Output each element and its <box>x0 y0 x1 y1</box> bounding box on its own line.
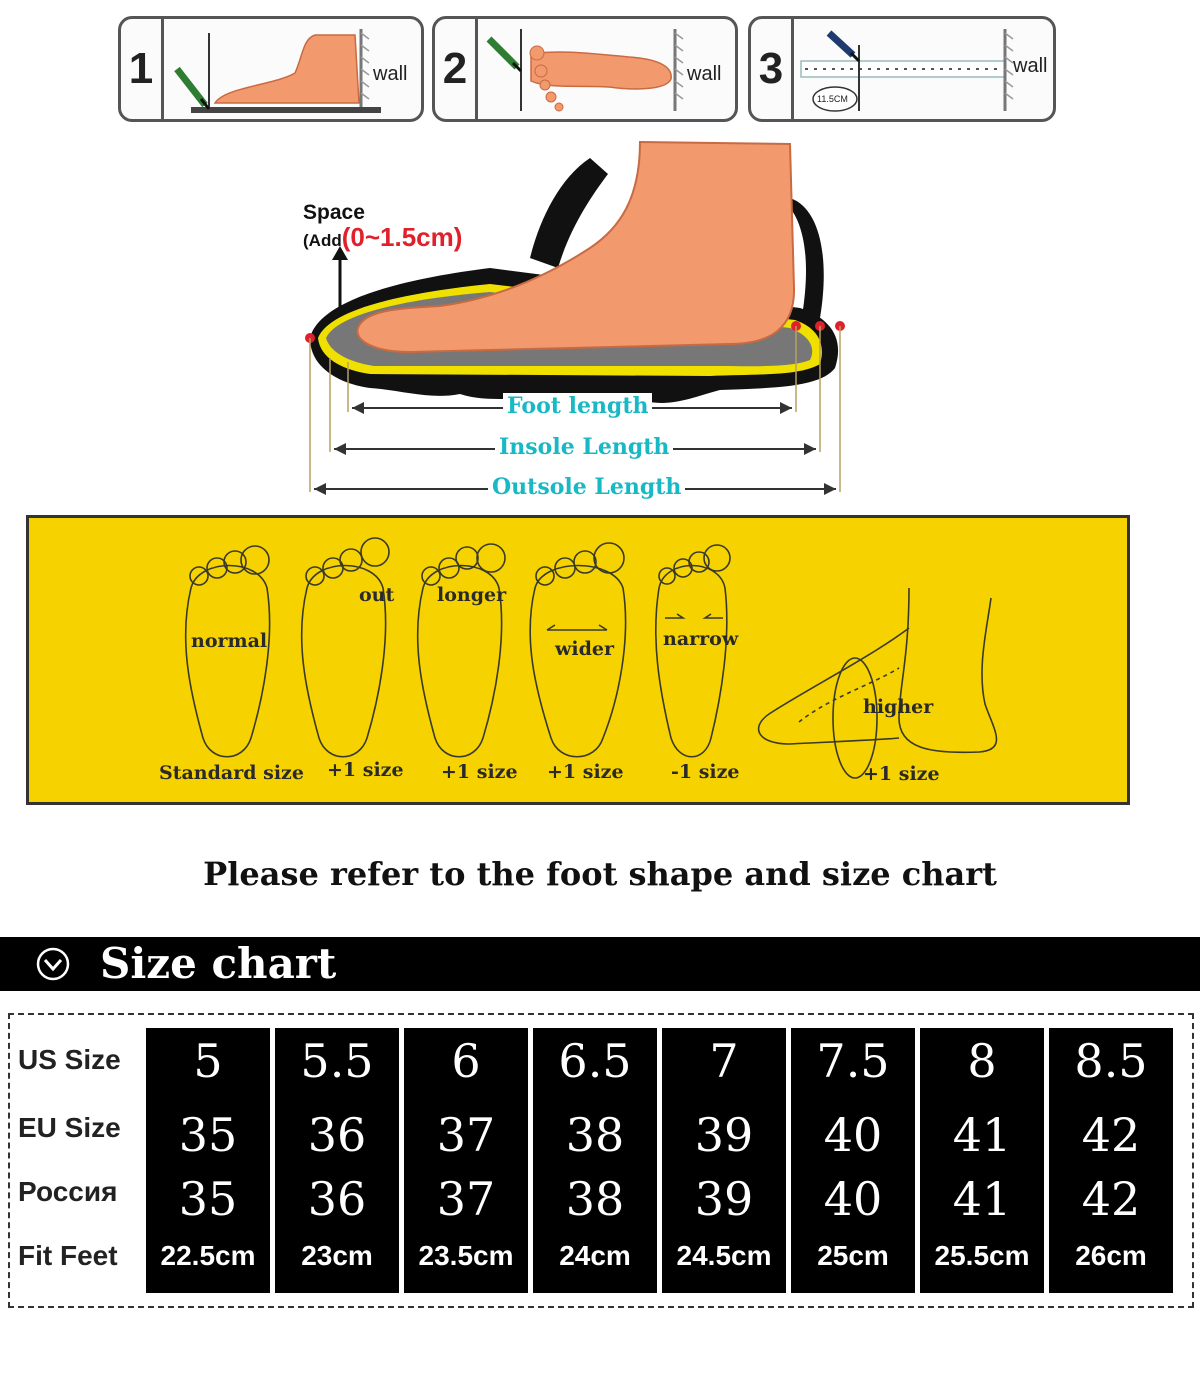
step-3-panel <box>748 16 1056 122</box>
ru-size-cell: 40 <box>823 1172 883 1226</box>
eu-size-cell: 36 <box>307 1108 367 1162</box>
ru-size-cell: 38 <box>565 1172 625 1226</box>
foot-length-label: Foot length <box>503 393 652 419</box>
step-number: 2 <box>435 19 478 119</box>
us-size-cell: 6 <box>451 1034 481 1088</box>
shape-out-label: out <box>359 584 395 606</box>
size-chart-title: Size chart <box>100 939 337 988</box>
shape-longer-size: +1 size <box>441 761 518 783</box>
wall-label: wall <box>373 63 408 85</box>
size-note: Please refer to the foot shape and size chart <box>203 855 997 893</box>
shape-higher-size: +1 size <box>863 763 940 785</box>
us-size-cell: 5 <box>193 1034 223 1088</box>
size-column <box>146 1028 270 1293</box>
shape-normal-label: normal <box>191 630 268 652</box>
eu-size-cell: 35 <box>178 1108 238 1162</box>
ru-size-cell: 35 <box>178 1172 238 1226</box>
eu-size-cell: 40 <box>823 1108 883 1162</box>
eu-size-cell: 42 <box>1081 1108 1141 1162</box>
shape-normal-size: Standard size <box>159 762 304 784</box>
ru-size-cell: 37 <box>436 1172 496 1226</box>
fit-feet-cell: 23.5cm <box>418 1240 514 1271</box>
ru-size-cell: 42 <box>1081 1172 1141 1226</box>
ru-size-cell: 41 <box>952 1172 1012 1226</box>
size-chart-header <box>0 937 1200 991</box>
fit-feet-cell: 25.5cm <box>934 1240 1030 1271</box>
step-2-panel <box>432 16 738 122</box>
size-column <box>1049 1028 1173 1293</box>
fit-feet-cell: 24.5cm <box>676 1240 772 1271</box>
chevron-down-circle-icon <box>36 947 70 981</box>
insole-length-label: Insole Length <box>495 434 673 460</box>
size-column <box>404 1028 528 1293</box>
eu-size-cell: 37 <box>436 1108 496 1162</box>
fit-feet-cell: 25cm <box>817 1240 889 1271</box>
fit-feet-cell: 22.5cm <box>160 1240 256 1271</box>
eu-size-cell: 41 <box>952 1108 1012 1162</box>
ru-size-cell: 36 <box>307 1172 367 1226</box>
wall-label: wall <box>687 63 722 85</box>
size-column <box>275 1028 399 1293</box>
fit-feet-cell: 26cm <box>1075 1240 1147 1271</box>
row-label-fit: Fit Feet <box>18 1240 118 1271</box>
us-size-cell: 8 <box>967 1034 997 1088</box>
step-1-panel <box>118 16 424 122</box>
step-number: 3 <box>751 19 794 119</box>
us-size-cell: 5.5 <box>300 1034 374 1088</box>
row-label-eu: EU Size <box>18 1112 121 1143</box>
us-size-cell: 7.5 <box>816 1034 890 1088</box>
size-column <box>662 1028 786 1293</box>
size-column <box>533 1028 657 1293</box>
size-column <box>791 1028 915 1293</box>
eu-size-cell: 38 <box>565 1108 625 1162</box>
foot-shapes-panel <box>26 515 1130 805</box>
fit-feet-cell: 24cm <box>559 1240 631 1271</box>
shape-longer-label: longer <box>437 584 507 606</box>
space-range: (0~1.5cm) <box>341 222 463 252</box>
shape-higher-label: higher <box>863 696 934 718</box>
shape-out-size: +1 size <box>327 759 404 781</box>
row-label-us: US Size <box>18 1044 121 1075</box>
fit-feet-cell: 23cm <box>301 1240 373 1271</box>
wall-label: wall <box>1013 55 1048 77</box>
us-size-cell: 7 <box>709 1034 739 1088</box>
eu-size-cell: 39 <box>694 1108 754 1162</box>
ruler-measure-label: 11.5CM <box>817 94 848 104</box>
foot-outlines-illustration <box>29 518 1127 802</box>
us-size-cell: 6.5 <box>558 1034 632 1088</box>
row-label-ru: Россия <box>18 1176 118 1207</box>
us-size-cell: 8.5 <box>1074 1034 1148 1088</box>
space-title: Space <box>303 201 365 224</box>
shape-wider-label: wider <box>555 638 614 660</box>
space-allowance <box>303 222 462 253</box>
size-column <box>920 1028 1044 1293</box>
ru-size-cell: 39 <box>694 1172 754 1226</box>
step-number: 1 <box>121 19 164 119</box>
shape-wider-size: +1 size <box>547 761 624 783</box>
shape-narrow-size: -1 size <box>671 761 740 783</box>
outsole-length-label: Outsole Length <box>488 474 685 500</box>
shape-narrow-label: narrow <box>663 628 739 650</box>
space-prefix: (Add <box>303 231 342 250</box>
